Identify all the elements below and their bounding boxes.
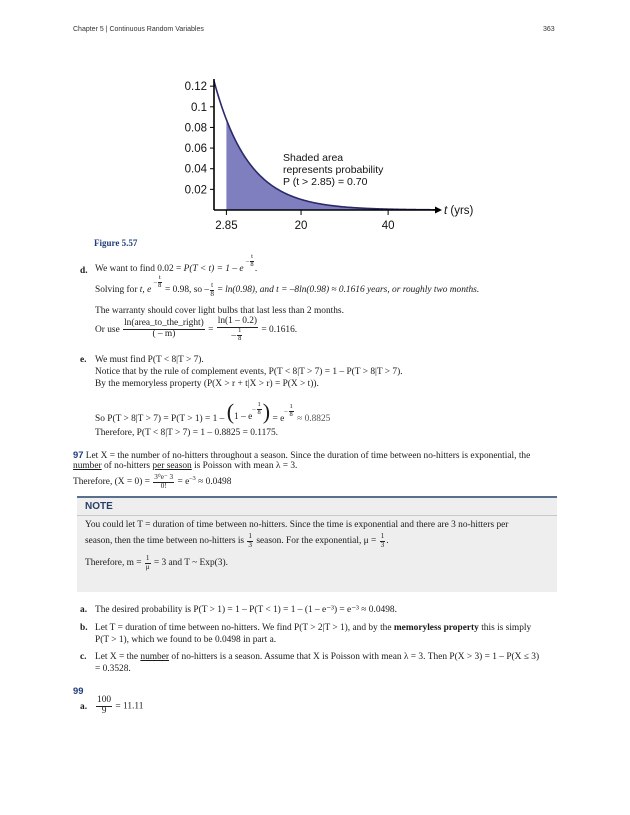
chart-annotation-line: P (t > 2.85) = 0.70	[283, 176, 368, 188]
part-d-line-3: The warranty should cover light bulbs that last less than 2 months.	[95, 306, 344, 316]
part-97c-line-1: Let X = the number of no-hitters is a season. Assume that X is Poisson with mean λ = 3. Then P(X > 3) = 1 – P(X ≤ 3)	[95, 652, 540, 662]
figure-caption: Figure 5.57	[94, 238, 138, 248]
question-97-line-2: number of no-hitters per season is Poisson with mean λ = 3.	[73, 461, 298, 471]
y-tick-label: 0.12	[184, 81, 207, 94]
chart-annotation-line: represents probability	[283, 164, 384, 176]
page-number: 363	[543, 26, 555, 33]
part-e-line-2: Notice that by the rule of complement events, P(T < 8|T > 7) = 1 – P(T > 8|T > 7).	[95, 367, 403, 377]
y-tick-label: 0.02	[184, 184, 207, 197]
part-d-label: d.	[80, 266, 88, 276]
part-e-line-5: Therefore, P(T < 8|T > 7) = 1 – 0.8825 = 0.1175.	[95, 428, 278, 438]
x-axis-label: t (yrs)	[444, 205, 474, 217]
part-d-line-1: We want to find 0.02 = P(T < t) = 1 – e $^{- \frac{t}{8}}$ .	[95, 253, 258, 274]
y-tick-label: 0.04	[184, 163, 207, 176]
part-97b-label: b.	[80, 623, 88, 633]
part-d-line-2: Solving for t, e $^{- \frac{t}{8}}$ = 0.98, so – $\frac{t}{8}$ = ln(0.98), and t = –8ln(0.98) ≈ 0.1616 years, or roughly two months.	[95, 274, 480, 298]
y-tick-label: 0.06	[184, 143, 207, 156]
running-header: Chapter 5 | Continuous Random Variables	[73, 26, 204, 33]
question-99-number: 99	[73, 685, 84, 696]
note-line-2: season, then the time between no-hitters is $\frac{1}{3}$ season. For the exponential, μ = $\frac{1}{3}$ .	[85, 532, 389, 549]
chart-annotation-line: Shaded area	[283, 152, 344, 164]
x-tick-label: 2.85	[215, 220, 238, 232]
part-99a-label: a.	[80, 702, 88, 712]
x-tick-label: 40	[381, 220, 395, 232]
part-d-line-4: Or use $\frac{\text{ln(area\_to\_the\_right)}}{( - m)}$ = ln(1 – 0.2) – $\frac{1}{8}$ = 0.1616.	[95, 316, 298, 342]
note-box	[77, 496, 557, 592]
question-97: 97 Let X = the number of no-hitters throughout a season. Since the duration of time between no-hitters is exponential, the	[73, 449, 531, 461]
y-tick-label: 0.08	[184, 122, 207, 135]
part-97a-label: a.	[80, 605, 88, 615]
note-title: NOTE	[85, 501, 113, 512]
part-e-line-1: We must find P(T < 8|T > 7).	[95, 355, 204, 365]
x-axis-arrow	[435, 207, 442, 214]
x-tick-label: 20	[294, 220, 308, 232]
note-divider	[77, 515, 557, 516]
part-97b-line-2: P(T > 1), which we found to be 0.0498 in part a.	[95, 635, 277, 645]
part-97c-line-2: = 0.3528.	[95, 664, 131, 674]
part-97a-text: The desired probability is P(T > 1) = 1 – P(T < 1) = 1 – (1 – e⁻³) = e⁻³ ≈ 0.0498.	[95, 605, 397, 615]
part-97b-line-1: Let T = duration of time between no-hitters. We find P(T > 2|T > 1), and by the memoryless property this is simply	[95, 623, 532, 633]
part-99a-text: $\frac{100}{9}$ = 11.11	[97, 695, 144, 716]
note-line-1: You could let T = duration of time between no-hitters. Since the time is exponential and there are 3 no-hitters per	[85, 520, 509, 530]
part-e-line-4: So $P(T > 8|T > 7) = P(T > 1) = 1 - (1 - e^{- \frac{1}{8}}$ ) = $e^{- \frac{1}{8}}$ ≈ 0.8825	[95, 399, 331, 424]
question-97-line-3: Therefore, (X = 0) = $\frac{\text{3⁰e⁻ 3}}{0!}$ = $e^{-3} \approx 0.0498$	[73, 473, 232, 490]
note-line-3: Therefore, m = $\frac{1}{\mu}$ = 3 and T ~ Exp(3).	[85, 554, 228, 571]
part-97c-label: c.	[80, 652, 87, 662]
y-tick-label: 0.1	[191, 101, 207, 114]
part-e-line-3: By the memoryless property (P(X > r + t|X > r) = P(X > t)).	[95, 379, 319, 389]
part-e-label: e.	[80, 355, 87, 365]
